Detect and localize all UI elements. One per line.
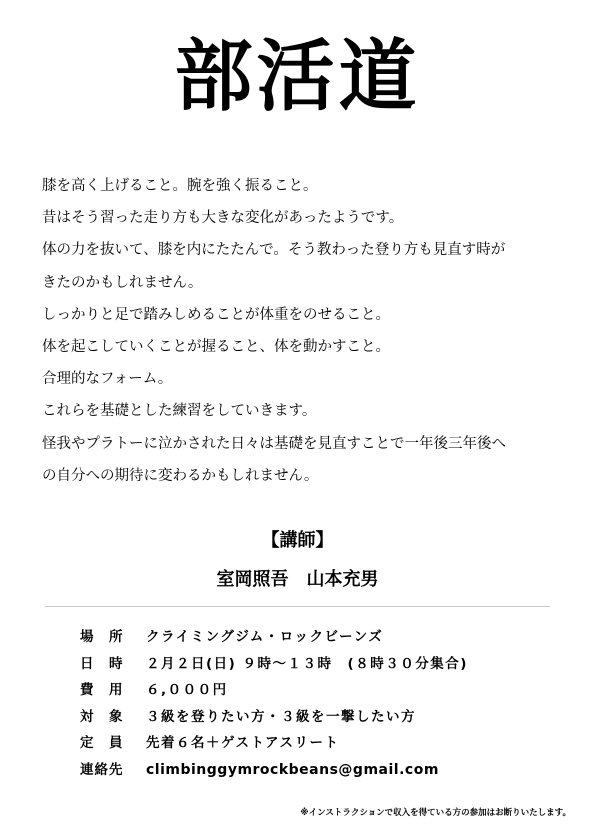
description-line: の自分への期待に変わるかもしれません。 [42,467,319,484]
detail-row-location [80,624,560,651]
lecturer-heading: 【講師】 [261,530,334,551]
description-line: 膝を高く上げること。腕を強く振ること。 [42,178,318,194]
description-line: 体の力を抜いて、膝を内にたたんで。そう教わった登り方も見直す時が [42,242,506,259]
description-line: 昔はそう習った走り方も大きな変化があったようです。 [42,210,404,227]
detail-row-capacity [80,730,560,757]
detail-label: 場 所 [80,629,124,645]
detail-label: 費 用 [80,682,124,698]
description-line: しっかりと足で踏みしめることが体重をのせること。 [42,306,390,323]
contact-email: climbinggymrockbeans@gmail.com [146,761,439,778]
detail-value: クライミングジム・ロックビーンズ [146,629,384,645]
detail-row-datetime [80,651,560,678]
detail-row-target [80,704,560,731]
description-line: 体を起こしていくことが握ること、体を動かすこと。 [42,338,390,355]
detail-label: 定 員 [80,735,124,751]
detail-value: ６,０００円 [146,682,228,698]
footnote: ※インストラクションで収入を得ている方の参加はお断りいたします。 [300,808,571,818]
description-line: きたのかもしれません。 [42,274,203,291]
page-title: 部活道 [174,32,421,122]
lecturer-names: 室岡照吾 山本充男 [216,569,379,590]
description-line: 合理的なフォーム。 [42,371,173,388]
detail-value: ２月２日(日) ９時～１３時 (８時３０分集合) [146,655,468,672]
detail-value: ３級を登りたい方・３級を一撃したい方 [146,708,416,725]
section-divider [45,606,550,607]
detail-label: 連絡先 [80,761,124,778]
description-line: これらを基礎とした練習をしていきます。 [42,403,317,420]
detail-row-fee [80,677,560,704]
description-line: 怪我やプラトーに泣かされた日々は基礎を見直すことで一年後三年後へ [42,435,506,452]
detail-value: 先着６名＋ゲストアスリート [146,735,340,751]
description-text [42,170,562,492]
detail-row-contact [80,757,560,784]
event-details [80,624,560,783]
detail-label: 日 時 [80,655,124,672]
detail-label: 対 象 [80,708,124,725]
